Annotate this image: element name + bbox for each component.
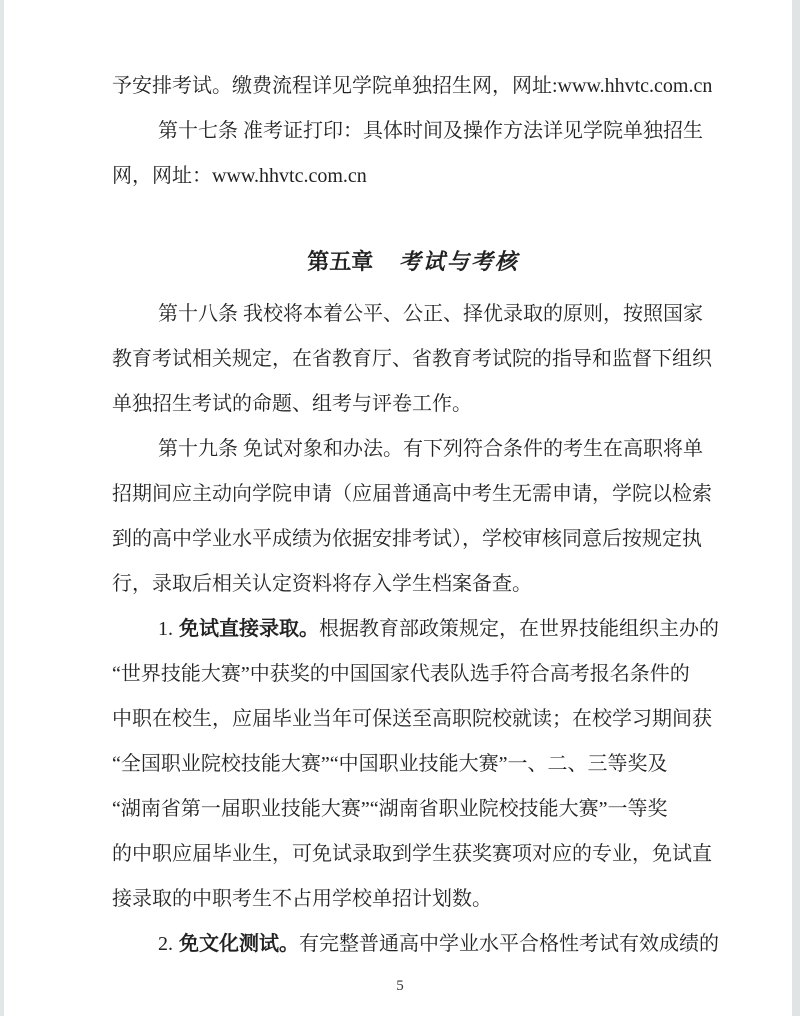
paragraph-line: 教育考试相关规定，在省教育厅、省教育考试院的指导和监督下组织	[112, 348, 712, 370]
paragraph-line: 网，网址：www.hhvtc.com.cn	[112, 165, 367, 187]
document-content	[112, 64, 719, 967]
paragraph-line: 第十七条 准考证打印：具体时间及操作方法详见学院单独招生	[158, 120, 703, 142]
page-right-edge	[792, 0, 800, 1016]
chapter-number: 第五章	[307, 249, 374, 274]
paragraph-line: 中职在校生，应届毕业当年可保送至高职院校就读；在校学习期间获	[112, 708, 712, 730]
list-item-line	[112, 607, 719, 652]
list-item-line	[112, 922, 719, 967]
paragraph-line: 第十八条 我校将本着公平、公正、择优录取的原则，按照国家	[158, 303, 703, 325]
paragraph-line: “全国职业院校技能大赛”“中国职业技能大赛”一、二、三等奖及	[112, 753, 668, 775]
item-text: 有完整普通高中学业水平合格性考试有效成绩的	[299, 933, 719, 955]
item-number: 1.	[158, 618, 173, 640]
paragraph-line: “世界技能大赛”中获奖的中国国家代表队选手符合高考报名条件的	[112, 663, 690, 685]
item-title: 免文化测试。	[179, 933, 299, 955]
paragraph-line: 的中职应届毕业生，可免试录取到学生获奖赛项对应的专业，免试直	[112, 843, 712, 865]
paragraph-line: 第十九条 免试对象和办法。有下列符合条件的考生在高职将单	[158, 438, 703, 460]
paragraph-line: 行，录取后相关认定资料将存入学生档案备查。	[112, 573, 532, 595]
paragraph-line: “湖南省第一届职业技能大赛”“湖南省职业院校技能大赛”一等奖	[112, 798, 668, 820]
page-left-edge	[0, 0, 4, 1016]
paragraph-line: 单独招生考试的命题、组考与评卷工作。	[112, 393, 472, 415]
chapter-title: 考试与考核	[398, 249, 519, 274]
paragraph-line: 招期间应主动向学院申请（应届普通高中考生无需申请，学院以检索	[112, 483, 712, 505]
paragraph-line: 到的高中学业水平成绩为依据安排考试），学校审核同意后按规定执	[112, 528, 702, 550]
item-title: 免试直接录取。	[179, 618, 319, 640]
item-number: 2.	[158, 933, 173, 955]
page-number: 5	[396, 978, 404, 994]
paragraph-line: 予安排考试。缴费流程详见学院单独招生网，网址:www.hhvtc.com.cn	[112, 75, 713, 97]
chapter-heading	[112, 239, 714, 284]
item-text: 根据教育部政策规定，在世界技能组织主办的	[319, 618, 719, 640]
paragraph-line: 接录取的中职考生不占用学校单招计划数。	[112, 888, 492, 910]
